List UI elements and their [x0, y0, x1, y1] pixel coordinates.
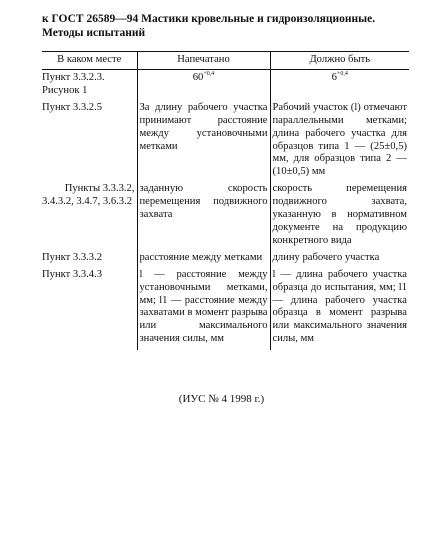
should-be-cell: скорость перемещения подвижного захвата, указанную в нормативном документе на продукцию конкретного вида: [270, 183, 409, 252]
document-title: к ГОСТ 26589—94 Мастики кровельные и гидроизоляционные. Методы испытаний: [42, 13, 376, 39]
should-be-tolerance: +0,4: [336, 71, 348, 77]
header-place: В каком месте: [42, 52, 137, 70]
table-row: [42, 102, 409, 183]
should-be-cell: Рабочий участок (l) отмечают параллельными метками; длина рабочего участка для образцов типа 1 — (25±0,5) мм, для образцов типа 2 — (10±0,5) мм: [270, 102, 409, 183]
table-row: [42, 269, 409, 350]
header-printed: Напечатано: [137, 52, 270, 70]
place-line: 3.4.3.2, 3.4.7, 3.6.3.2: [42, 196, 133, 208]
place-cell: [42, 102, 137, 183]
amendment-table: [42, 51, 409, 350]
printed-cell: l — расстояние между установочными метками, мм; l1 — расстояние между захватами в момент разрыва или максимального значения силы, мм: [137, 269, 270, 350]
place-line: Пункт 3.3.2.5: [42, 101, 103, 113]
footer-note: (ИУС № 4 1998 г.): [178, 393, 265, 405]
printed-cell: заданную скорость перемещения подвижного захвата: [137, 183, 270, 252]
place-line: Рисунок 1: [42, 84, 88, 96]
printed-tolerance: +0,4: [203, 71, 215, 77]
should-be-value: 6: [331, 72, 337, 83]
should-be-cell: длину рабочего участка: [270, 252, 409, 269]
should-be-cell: l — длина рабочего участка образца до испытания, мм; l1 — длина рабочего участка образца в момент разрыва или максимального значения силы, мм: [270, 269, 409, 350]
header-should-be: Должно быть: [270, 52, 409, 70]
place-line: Пункт 3.3.2.3.: [42, 72, 105, 83]
printed-value: 60: [192, 72, 204, 83]
place-line: Пункт 3.3.4.3: [42, 268, 103, 280]
printed-cell: За длину рабочего участка принимают расстояние между установочными метками: [137, 102, 270, 183]
table-header-row: [42, 52, 409, 70]
place-line: Пункты 3.3.3.2,: [64, 183, 135, 195]
should-be-cell: [270, 70, 409, 102]
printed-cell: [137, 70, 270, 102]
table-row: [42, 70, 409, 102]
table-row: [42, 183, 409, 252]
place-cell: [42, 269, 137, 350]
printed-cell: расстояние между метками: [137, 252, 270, 269]
place-line: Пункт 3.3.3.2: [42, 251, 103, 263]
place-cell: [42, 252, 137, 269]
place-cell: [42, 70, 137, 102]
table-row: [42, 252, 409, 269]
place-cell: [42, 183, 137, 252]
